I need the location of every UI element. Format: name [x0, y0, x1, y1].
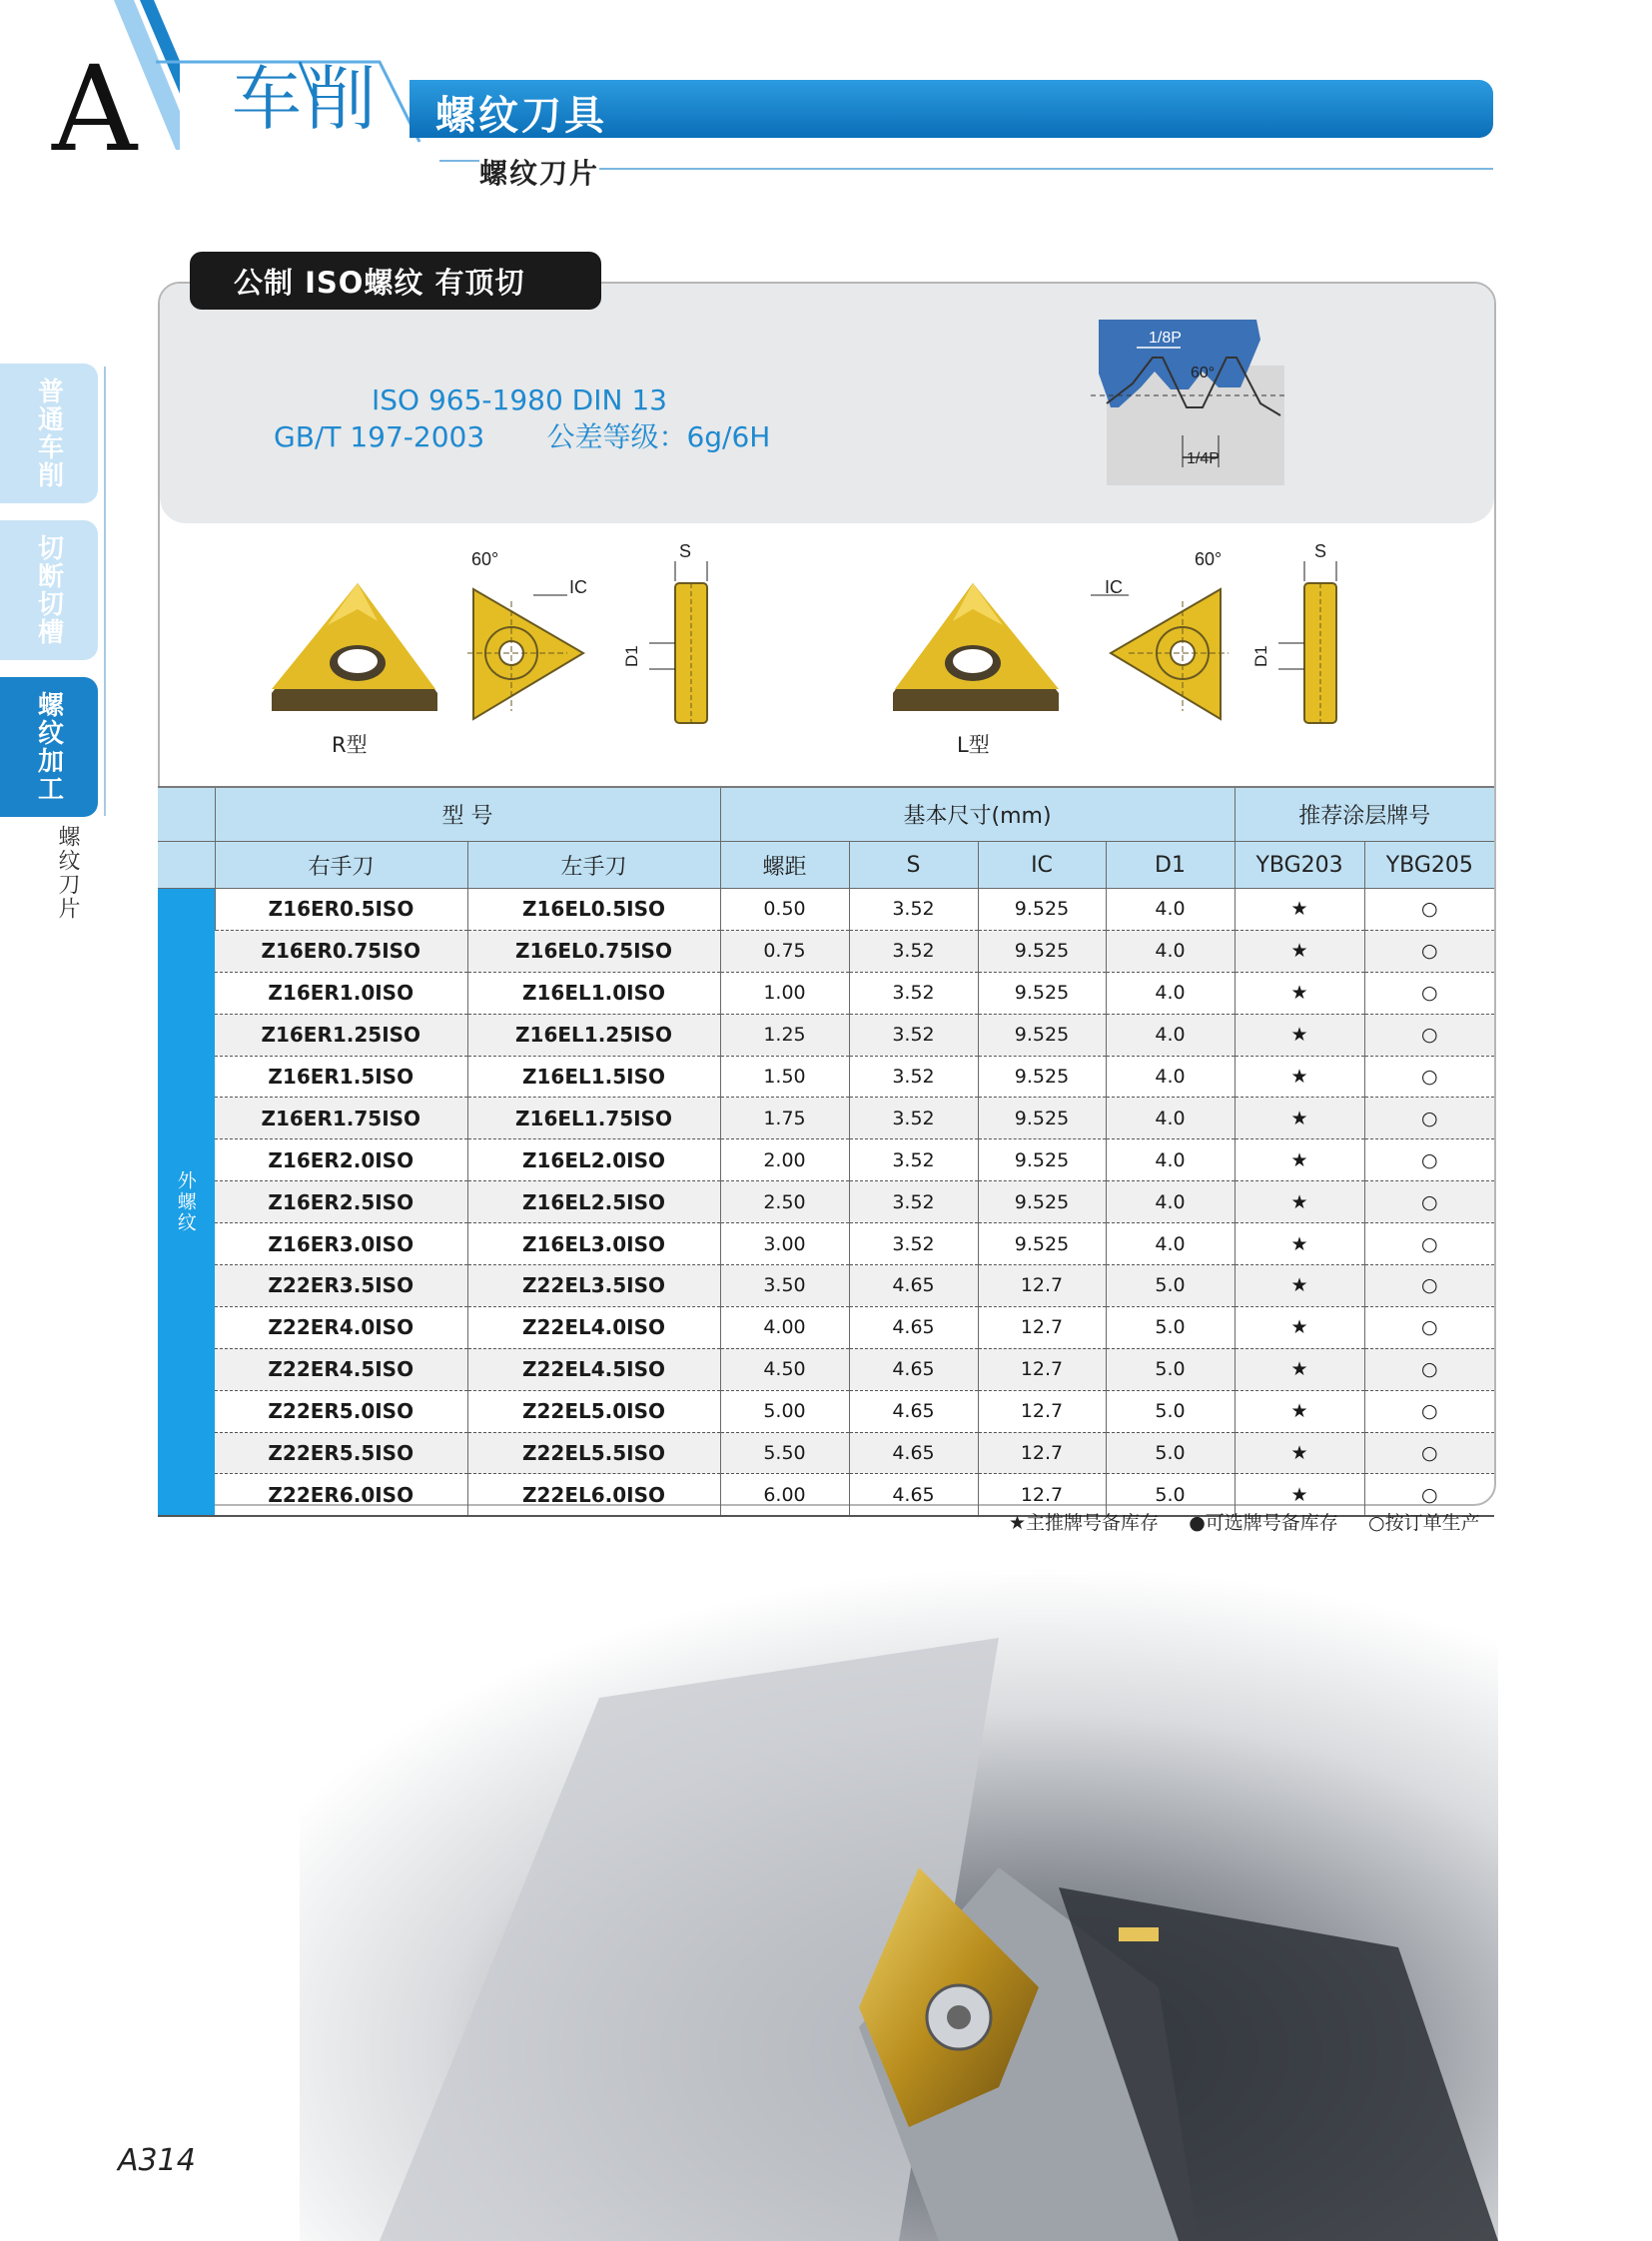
header-right-hand: 右手刀: [215, 842, 467, 889]
ic-value: 9.525: [978, 1014, 1106, 1056]
s-value: 4.65: [849, 1390, 978, 1432]
ybg205-mark: ○: [1364, 1098, 1494, 1139]
table-body: [158, 889, 1494, 1517]
d1-value: 4.0: [1106, 1098, 1235, 1139]
right-hand-model: Z22ER3.5ISO: [215, 1265, 467, 1307]
table-row: [158, 1014, 1494, 1056]
ic-value: 9.525: [978, 1223, 1106, 1265]
ybg205-mark: ○: [1364, 1014, 1494, 1056]
subtitle-rule: [599, 168, 1493, 170]
ybg205-mark: ○: [1364, 1056, 1494, 1098]
pitch: 4.00: [720, 1306, 849, 1348]
ybg205-mark: ○: [1364, 1474, 1494, 1516]
header-dimensions-group: 基本尺寸(mm): [720, 787, 1235, 842]
table-row: [158, 972, 1494, 1014]
l-s-label: S: [1314, 541, 1327, 561]
header-ybg203: YBG203: [1235, 842, 1364, 889]
side-tab-rule: [104, 367, 106, 816]
right-hand-model: Z16ER0.75ISO: [215, 930, 467, 972]
left-hand-model: Z16EL1.25ISO: [467, 1014, 720, 1056]
table-row: [158, 930, 1494, 972]
d1-value: 5.0: [1106, 1474, 1235, 1516]
side-tab-threading[interactable]: 螺纹加工: [0, 677, 98, 817]
ybg203-mark: ★: [1235, 930, 1364, 972]
profile-angle-label: 60°: [1191, 365, 1216, 381]
d1-value: 5.0: [1106, 1306, 1235, 1348]
left-hand-model: Z22EL6.0ISO: [467, 1474, 720, 1516]
side-subsection-label: 螺纹刀片: [55, 825, 80, 921]
s-value: 3.52: [849, 1181, 978, 1223]
table-header-group-row: [158, 787, 1494, 842]
s-value: 4.65: [849, 1265, 978, 1307]
l-type-insert-photo: [887, 581, 1063, 723]
category-external-thread: 外螺纹: [158, 889, 215, 1517]
ybg203-mark: ★: [1235, 1474, 1364, 1516]
ic-value: 12.7: [978, 1306, 1106, 1348]
table-row: [158, 1390, 1494, 1432]
ic-value: 9.525: [978, 972, 1106, 1014]
standard-line-1: ISO 965-1980 DIN 13: [372, 383, 667, 416]
s-value: 3.52: [849, 1098, 978, 1139]
d1-value: 4.0: [1106, 889, 1235, 931]
ybg203-mark: ★: [1235, 1348, 1364, 1390]
ybg203-mark: ★: [1235, 972, 1364, 1014]
table-row: [158, 1265, 1494, 1307]
right-hand-model: Z22ER5.0ISO: [215, 1390, 467, 1432]
table-row: [158, 1306, 1494, 1348]
pitch: 6.00: [720, 1474, 849, 1516]
side-tab-general-turning[interactable]: 普通车削: [0, 364, 98, 503]
thread-profile-diagram: [1091, 316, 1284, 487]
right-hand-model: Z16ER1.0ISO: [215, 972, 467, 1014]
header-d1: D1: [1106, 842, 1235, 889]
pitch: 5.00: [720, 1390, 849, 1432]
right-hand-model: Z16ER3.0ISO: [215, 1223, 467, 1265]
ic-value: 12.7: [978, 1265, 1106, 1307]
d1-value: 4.0: [1106, 930, 1235, 972]
subtitle-rule-left: [439, 160, 479, 162]
l-angle-label: 60°: [1195, 551, 1223, 569]
l-d1-label: D1: [1251, 645, 1270, 667]
ic-value: 9.525: [978, 1139, 1106, 1181]
pitch: 3.00: [720, 1223, 849, 1265]
right-hand-model: Z16ER2.0ISO: [215, 1139, 467, 1181]
ybg205-mark: ○: [1364, 930, 1494, 972]
ybg205-mark: ○: [1364, 1348, 1494, 1390]
pitch: 0.75: [720, 930, 849, 972]
ic-value: 9.525: [978, 1056, 1106, 1098]
header-pitch: 螺距: [720, 842, 849, 889]
chapter-title: 车削: [232, 58, 380, 140]
s-value: 3.52: [849, 1014, 978, 1056]
s-value: 3.52: [849, 930, 978, 972]
d1-value: 5.0: [1106, 1348, 1235, 1390]
s-value: 3.52: [849, 1056, 978, 1098]
ic-value: 12.7: [978, 1474, 1106, 1516]
ybg203-mark: ★: [1235, 1432, 1364, 1474]
ybg203-mark: ★: [1235, 1181, 1364, 1223]
d1-value: 4.0: [1106, 1056, 1235, 1098]
r-type-caption: R型: [332, 733, 368, 757]
pitch: 1.00: [720, 972, 849, 1014]
stock-legend: ★主推牌号备库存 ●可选牌号备库存 ○按订单生产: [1009, 1512, 1480, 1534]
ic-value: 12.7: [978, 1348, 1106, 1390]
r-s-label: S: [679, 541, 692, 561]
header-ybg205: YBG205: [1364, 842, 1494, 889]
d1-value: 4.0: [1106, 1014, 1235, 1056]
pitch: 2.50: [720, 1181, 849, 1223]
r-type-insert-photo: [268, 581, 443, 723]
ybg203-mark: ★: [1235, 1139, 1364, 1181]
ybg205-mark: ○: [1364, 1265, 1494, 1307]
left-hand-model: Z22EL4.5ISO: [467, 1348, 720, 1390]
header-corner-2: [158, 842, 215, 889]
s-value: 4.65: [849, 1306, 978, 1348]
s-value: 3.52: [849, 1139, 978, 1181]
panel-header-band: [160, 284, 1494, 523]
s-value: 4.65: [849, 1474, 978, 1516]
section-badge: 公制 ISO螺纹 有顶切: [190, 252, 601, 310]
right-hand-model: Z22ER4.0ISO: [215, 1306, 467, 1348]
table-header-row: [158, 842, 1494, 889]
right-hand-model: Z22ER6.0ISO: [215, 1474, 467, 1516]
profile-top-label: 1/8P: [1149, 330, 1182, 347]
table-row: [158, 889, 1494, 931]
insert-spec-table: [158, 786, 1494, 1517]
pitch: 2.00: [720, 1139, 849, 1181]
right-hand-model: Z16ER1.75ISO: [215, 1098, 467, 1139]
pitch: 5.50: [720, 1432, 849, 1474]
ic-value: 12.7: [978, 1432, 1106, 1474]
s-value: 3.52: [849, 889, 978, 931]
ybg203-mark: ★: [1235, 1390, 1364, 1432]
left-hand-model: Z22EL4.0ISO: [467, 1306, 720, 1348]
s-value: 3.52: [849, 1223, 978, 1265]
ic-value: 9.525: [978, 930, 1106, 972]
chapter-letter: A: [52, 40, 138, 178]
right-hand-model: Z16ER1.25ISO: [215, 1014, 467, 1056]
left-hand-model: Z16EL3.0ISO: [467, 1223, 720, 1265]
header-bar-title: 螺纹刀具: [435, 93, 607, 139]
side-tab-parting-grooving[interactable]: 切断切槽: [0, 520, 98, 660]
d1-value: 5.0: [1106, 1432, 1235, 1474]
table-row: [158, 1223, 1494, 1265]
s-value: 3.52: [849, 972, 978, 1014]
ybg205-mark: ○: [1364, 889, 1494, 931]
ybg205-mark: ○: [1364, 972, 1494, 1014]
ybg203-mark: ★: [1235, 889, 1364, 931]
ybg203-mark: ★: [1235, 1014, 1364, 1056]
header-s: S: [849, 842, 978, 889]
table-row: [158, 1056, 1494, 1098]
right-hand-model: Z16ER0.5ISO: [215, 889, 467, 931]
header-corner: [158, 787, 215, 842]
left-hand-model: Z16EL1.0ISO: [467, 972, 720, 1014]
header-coating-group: 推荐涂层牌号: [1235, 787, 1494, 842]
table-row: [158, 1181, 1494, 1223]
header-left-hand: 左手刀: [467, 842, 720, 889]
r-type-insert-top-view: [467, 551, 597, 737]
left-hand-model: Z16EL2.5ISO: [467, 1181, 720, 1223]
ic-value: 12.7: [978, 1390, 1106, 1432]
ybg205-mark: ○: [1364, 1139, 1494, 1181]
ic-value: 9.525: [978, 1098, 1106, 1139]
d1-value: 4.0: [1106, 1139, 1235, 1181]
ic-value: 9.525: [978, 889, 1106, 931]
ic-value: 9.525: [978, 1181, 1106, 1223]
left-hand-model: Z16EL0.5ISO: [467, 889, 720, 931]
left-hand-model: Z22EL5.0ISO: [467, 1390, 720, 1432]
l-type-insert-top-view: [1089, 551, 1229, 737]
ybg203-mark: ★: [1235, 1223, 1364, 1265]
table-row: [158, 1432, 1494, 1474]
ybg203-mark: ★: [1235, 1056, 1364, 1098]
l-type-insert-side-view: [1248, 541, 1338, 731]
right-hand-model: Z16ER1.5ISO: [215, 1056, 467, 1098]
d1-value: 5.0: [1106, 1390, 1235, 1432]
d1-value: 4.0: [1106, 1223, 1235, 1265]
ybg205-mark: ○: [1364, 1223, 1494, 1265]
left-hand-model: Z22EL5.5ISO: [467, 1432, 720, 1474]
ybg205-mark: ○: [1364, 1306, 1494, 1348]
pitch: 1.75: [720, 1098, 849, 1139]
pitch: 3.50: [720, 1265, 849, 1307]
pitch: 1.25: [720, 1014, 849, 1056]
table-row: [158, 1348, 1494, 1390]
ybg205-mark: ○: [1364, 1390, 1494, 1432]
l-type-caption: L型: [957, 733, 990, 757]
r-type-insert-side-view: [619, 541, 709, 731]
ybg205-mark: ○: [1364, 1432, 1494, 1474]
standard-line-2: GB/T 197-2003 公差等级：6g/6H: [274, 420, 771, 453]
left-hand-model: Z16EL0.75ISO: [467, 930, 720, 972]
ybg205-mark: ○: [1364, 1181, 1494, 1223]
right-hand-model: Z22ER5.5ISO: [215, 1432, 467, 1474]
ybg203-mark: ★: [1235, 1306, 1364, 1348]
d1-value: 5.0: [1106, 1265, 1235, 1307]
header-ic: IC: [978, 842, 1106, 889]
profile-bottom-label: 1/4P: [1187, 450, 1220, 467]
r-ic-label: IC: [569, 577, 587, 597]
table-row: [158, 1139, 1494, 1181]
left-hand-model: Z16EL1.5ISO: [467, 1056, 720, 1098]
r-angle-label: 60°: [471, 551, 499, 569]
threading-tool-photo: [300, 1568, 1498, 2241]
pitch: 0.50: [720, 889, 849, 931]
page-number: A314: [118, 2143, 196, 2178]
header-model-group: 型 号: [215, 787, 720, 842]
d1-value: 4.0: [1106, 1181, 1235, 1223]
s-value: 4.65: [849, 1432, 978, 1474]
ybg203-mark: ★: [1235, 1265, 1364, 1307]
pitch: 4.50: [720, 1348, 849, 1390]
ybg203-mark: ★: [1235, 1098, 1364, 1139]
r-d1-label: D1: [622, 645, 641, 667]
left-hand-model: Z22EL3.5ISO: [467, 1265, 720, 1307]
right-hand-model: Z16ER2.5ISO: [215, 1181, 467, 1223]
right-hand-model: Z22ER4.5ISO: [215, 1348, 467, 1390]
d1-value: 4.0: [1106, 972, 1235, 1014]
pitch: 1.50: [720, 1056, 849, 1098]
s-value: 4.65: [849, 1348, 978, 1390]
table-row: [158, 1098, 1494, 1139]
left-hand-model: Z16EL2.0ISO: [467, 1139, 720, 1181]
subtitle: 螺纹刀片: [479, 157, 600, 190]
l-ic-label: IC: [1105, 577, 1123, 597]
left-hand-model: Z16EL1.75ISO: [467, 1098, 720, 1139]
